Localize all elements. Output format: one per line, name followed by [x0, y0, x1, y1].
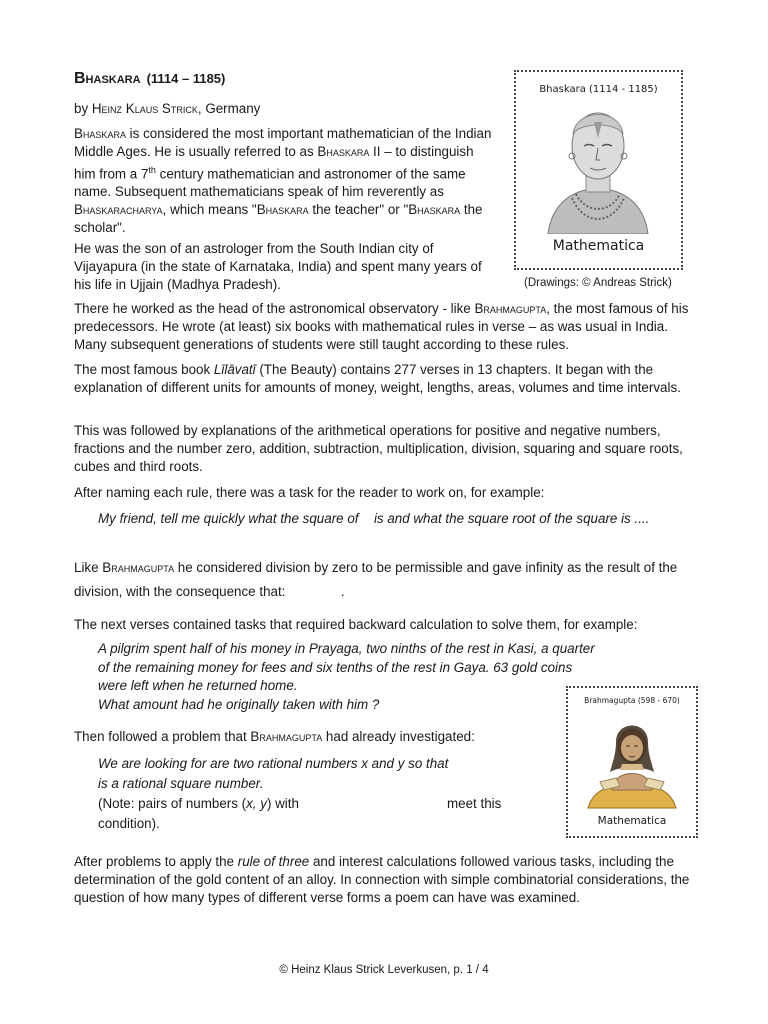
- quote2-line-1: A pilgrim spent half of his money in Prayaga, two ninths of the rest in Kasi, a quarter: [98, 641, 595, 656]
- stamp2-title: Brahmagupta (598 - 670): [584, 696, 680, 705]
- p10-a: After problems to apply the: [74, 854, 238, 869]
- quote3-line-3: [98, 794, 518, 814]
- brahmagupta-stamp: [566, 686, 698, 838]
- title-dates: (1114 – 1185): [146, 71, 226, 86]
- paragraph-lilavati: [74, 361, 698, 397]
- p4-c: (The Beauty) contains 277 verses in 13 chapters. It began with the explanation of different units for amounts of money, weight, lengths, areas, volumes and time intervals.: [74, 362, 681, 395]
- p1-j: Bhaskara: [408, 202, 461, 218]
- drawings-credit: (Drawings: © Andreas Strick): [524, 277, 672, 289]
- paragraph-rule-of-three: [74, 853, 698, 907]
- p1-b: is considered the most important mathematician of the Indian Middle Ages. He is usually referred to as: [74, 126, 492, 159]
- byline-author: Heinz Klaus Strick: [91, 101, 198, 116]
- p1-i: the teacher" or ": [308, 202, 409, 218]
- paragraph-backward: The next verses contained tasks that required backward calculation to solve them, for example:: [74, 617, 638, 632]
- p7-c: he considered division by zero to be permissible and gave infinity as the result of the division, with the consequence that:: [74, 560, 678, 599]
- byline-suffix: , Germany: [197, 101, 261, 116]
- quote3-line-4: condition).: [98, 816, 160, 831]
- p10-b: rule of three: [237, 854, 310, 869]
- paragraph-division-by-zero: [74, 556, 698, 604]
- p3-a: There he worked as the head of the astronomical observatory - like: [74, 301, 475, 316]
- paragraph-observatory: [74, 300, 698, 354]
- p1-k: the scholar".: [74, 202, 483, 236]
- quote1-b: is and what the square root of the square is ....: [370, 511, 650, 526]
- p7-a: Like: [74, 560, 103, 575]
- quote3-line-2: is a rational square number.: [98, 776, 264, 791]
- quote3-l3b: x, y: [246, 796, 267, 811]
- p1-f: Bhaskaracharya: [74, 202, 163, 218]
- paragraph-operations: This was followed by explanations of the arithmetical operations for positive and negative numbers, fractions and the number zero, addition, subtraction, multiplication, division, squaring and square roots, cubes and third roots.: [74, 423, 683, 474]
- paragraph-origin: He was the son of an astrologer from the South Indian city of Vijayapura (in the state of Karnataka, India) and spent many years of his life in Ujjain (Madhya Pradesh).: [74, 241, 482, 292]
- title-name: Bhaskara: [74, 70, 141, 87]
- bhaskara-portrait: [538, 98, 658, 234]
- quote2-line-2: of the remaining money for fees and six tenths of the rest in Gaya. 63 gold coins: [98, 659, 573, 675]
- p1-sup: th: [148, 165, 156, 175]
- byline: [74, 100, 260, 118]
- quote-square: [98, 510, 688, 528]
- brahmagupta-portrait: [582, 708, 682, 812]
- p1-a: Bhaskara: [74, 126, 126, 141]
- bhaskara-stamp: [514, 70, 683, 270]
- paragraph-brahmagupta-problem: [74, 728, 534, 746]
- p1-d: – to distinguish him from a 7: [74, 144, 474, 182]
- stamp1-title: Bhaskara (1114 - 1185): [539, 84, 658, 95]
- p1-c: Bhaskara II: [317, 144, 381, 159]
- p1-g: , which means ": [162, 202, 257, 218]
- page-footer: © Heinz Klaus Strick Leverkusen, p. 1 / 4: [279, 964, 489, 976]
- p4-b: Līlāvatī: [213, 362, 256, 377]
- paragraph-rules: After naming each rule, there was a task for the reader to work on, for example:: [74, 485, 545, 500]
- quote3-l3c: ) with: [266, 796, 299, 811]
- quote-rational: [98, 754, 518, 834]
- byline-prefix: by: [74, 101, 92, 116]
- quote2-line-4: What amount had he originally taken with him ?: [98, 696, 380, 712]
- p9-c: had already investigated:: [322, 729, 475, 744]
- quote3-l3a: (Note: pairs of numbers (: [98, 796, 247, 811]
- p7-d: .: [337, 584, 345, 599]
- p9-a: Then followed a problem that: [74, 729, 251, 744]
- p3-b: Brahmagupta: [474, 301, 547, 316]
- p4-a: The most famous book: [74, 362, 214, 377]
- p10-c: and interest calculations followed various tasks, including the determination of the gold content of an alloy. In connection with simple combinatorial considerations, the question of how many types of different verse forms a poem can have was examined.: [74, 854, 690, 905]
- p1-h: Bhaskara: [256, 202, 309, 218]
- p1-e: century mathematician and astronomer of the same name. Subsequent mathematicians speak of him reverently as: [74, 166, 466, 200]
- page-title: [74, 70, 225, 88]
- paragraph-intro: [74, 125, 494, 237]
- quote3-line-1: We are looking for are two rational numbers x and y so that: [98, 756, 449, 771]
- p3-c: , the most famous of his predecessors. He wrote (at least) six books with mathematical rules in verse – as was usual in India. Many subsequent generations of students were still taught according to these rules.: [74, 301, 689, 352]
- p7-b: Brahmagupta: [102, 560, 175, 575]
- p9-b: Brahmagupta: [250, 729, 323, 744]
- stamp1-label: Mathematica: [552, 238, 645, 254]
- quote2-line-3: were left when he returned home.: [98, 678, 298, 693]
- quote3-l3d: meet this: [447, 796, 502, 811]
- quote1-a: My friend, tell me quickly what the square of: [98, 511, 363, 526]
- stamp2-label: Mathematica: [597, 815, 667, 827]
